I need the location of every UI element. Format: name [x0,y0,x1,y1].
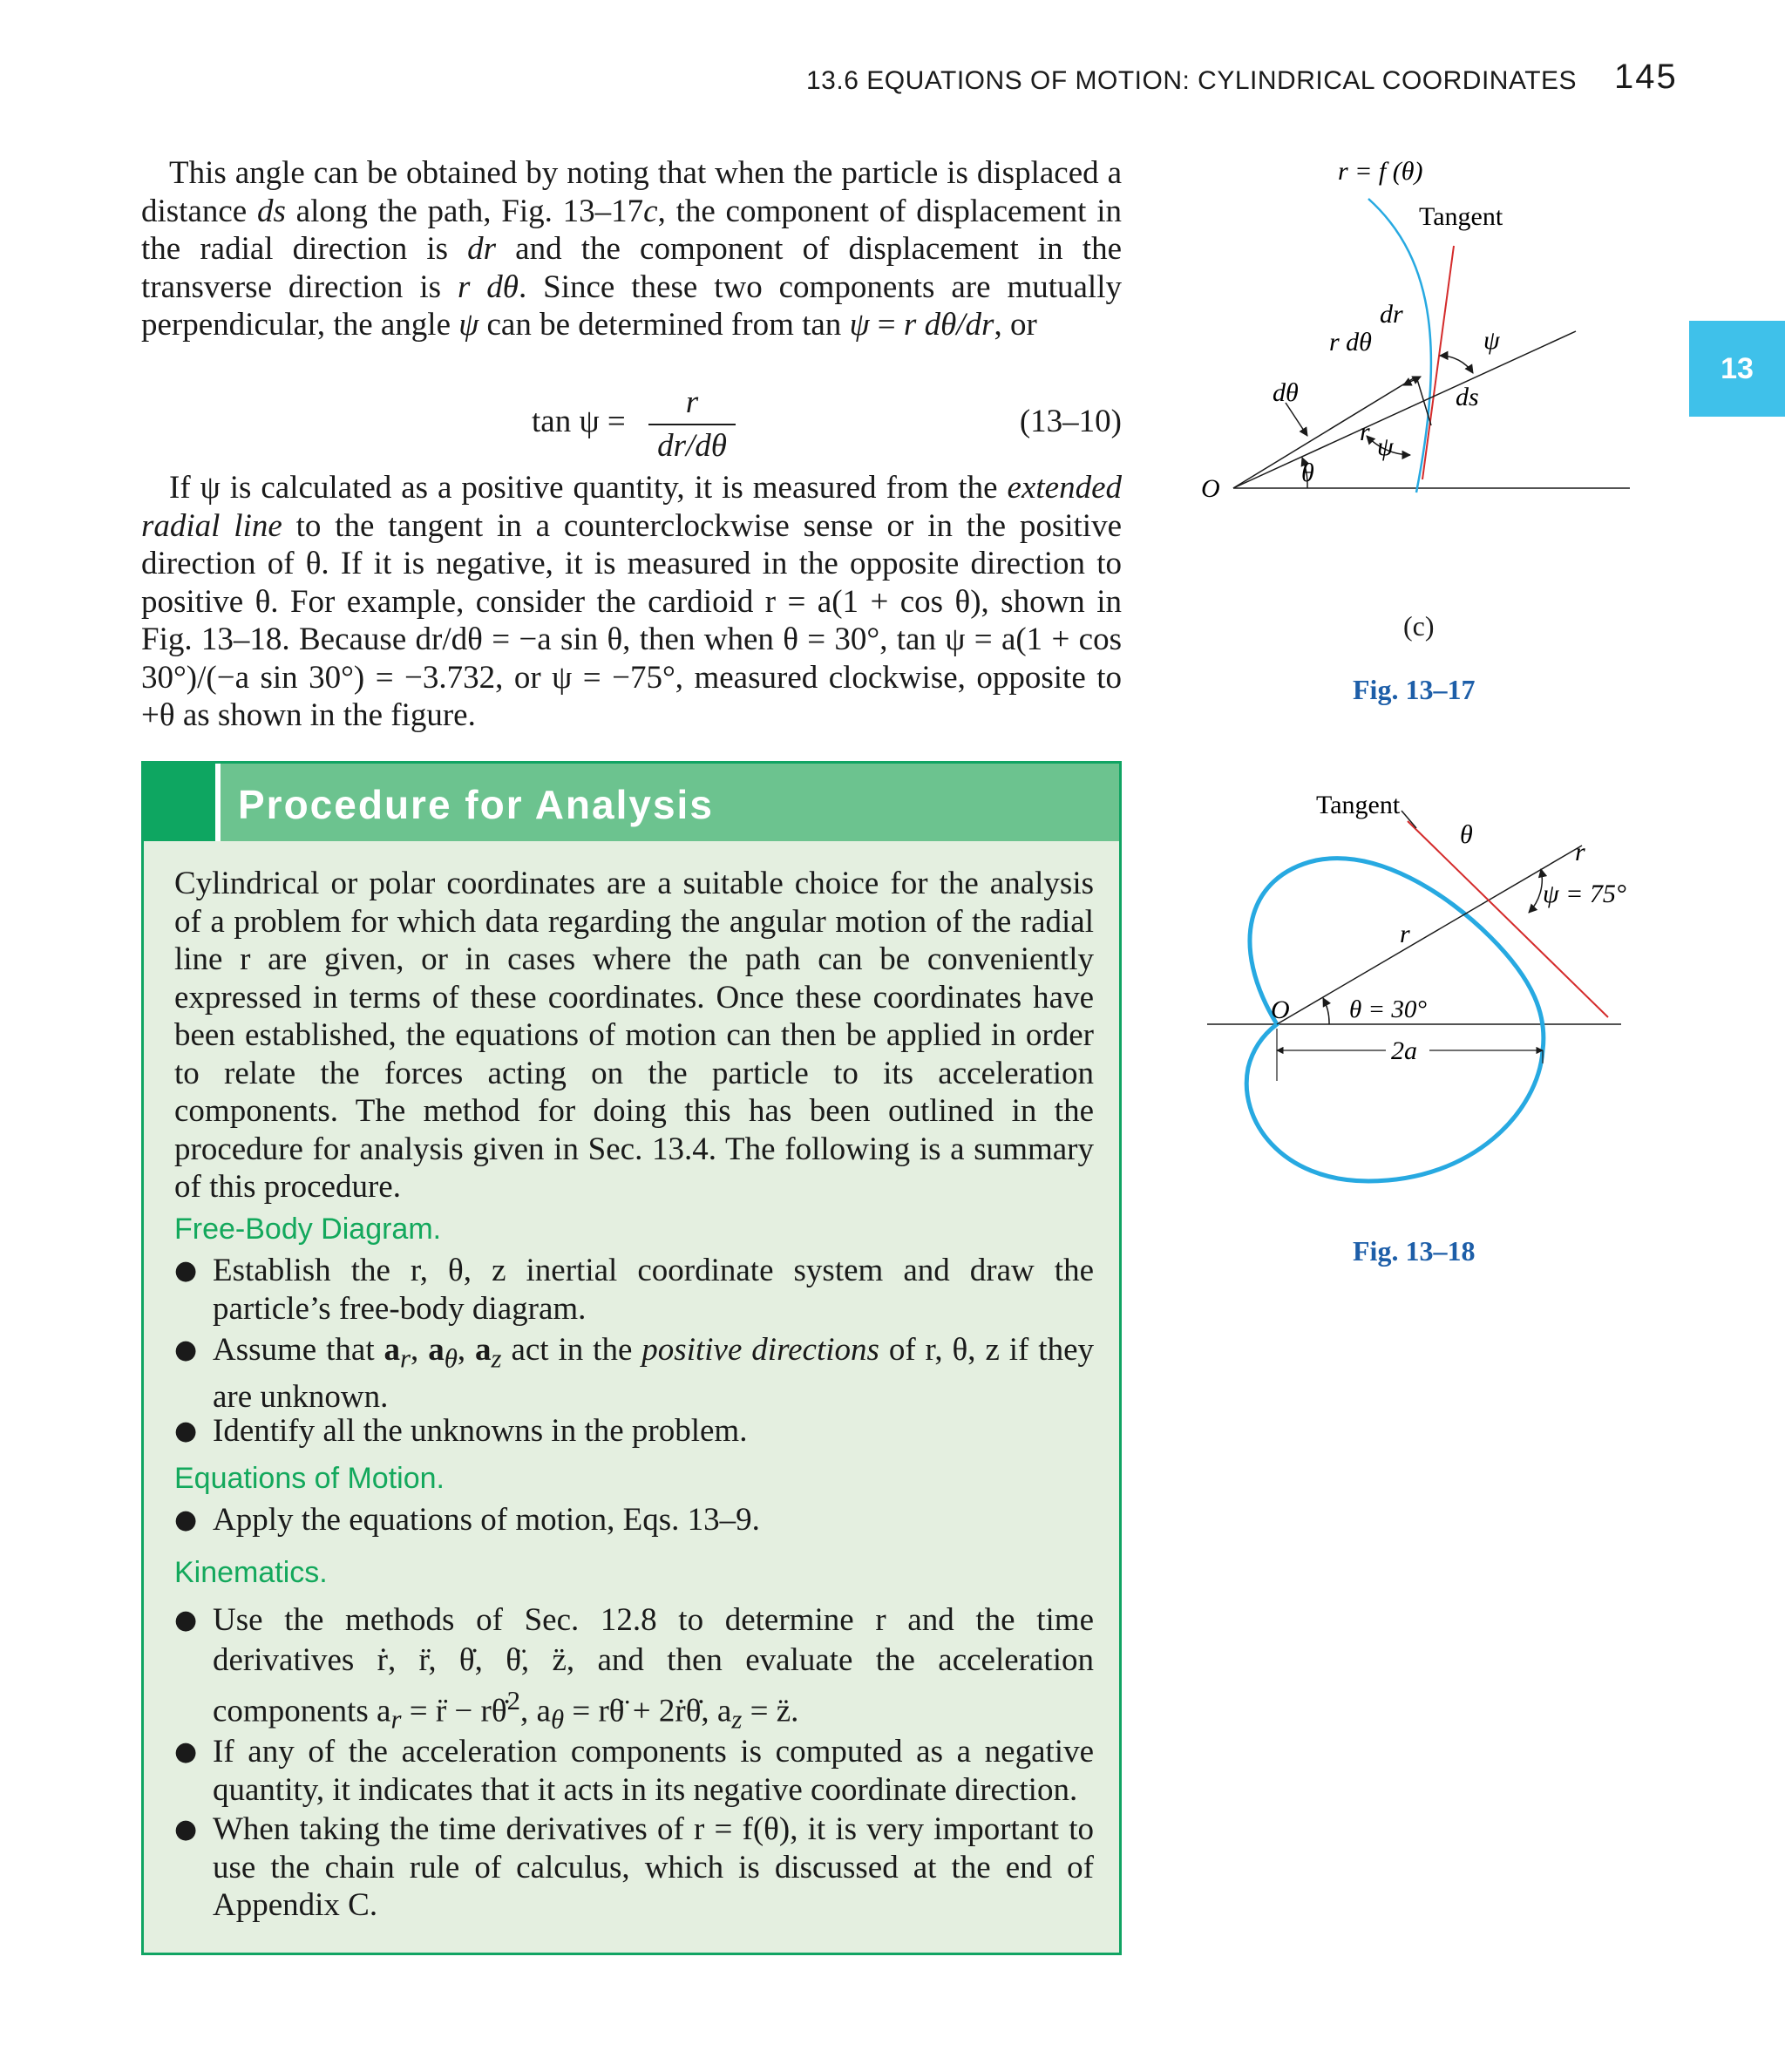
equation-number: (13–10) [1019,404,1122,439]
figure-13-18 [1194,789,1639,1207]
tangent-label: Tangent [1419,202,1503,231]
list-item: ● Establish the r, θ, z inertial coordinate system and draw the particle’s free-body diagram. [174,1253,1094,1327]
equation-lhs: tan ψ = [532,404,626,439]
bullet-icon: ● [174,1814,198,1844]
tangent-line [1422,246,1454,479]
bullet-icon: ● [174,1255,198,1286]
equations-of-motion-heading: Equations of Motion. [174,1462,445,1495]
equation-13-10 [141,384,1122,471]
bullet-icon: ● [174,1605,198,1635]
ds-label: ds [1456,383,1479,411]
bullet-icon: ● [174,1335,198,1365]
procedure-intro: Cylindrical or polar coordinates are a suitable choice for the analysis of a problem for which data regarding the angular motion of the radial line r are given, or in cases where the path can be conveniently expressed in terms of these coordinates. Once these coordinates have been established, the equations of motion can then be applied in order to relate the forces acting on the particle to its acceleration components. The method for doing this has been outlined in the procedure for analysis given in Sec. 13.4. The following is a summary of this procedure. [174,866,1094,1205]
list-item: ● Identify all the unknowns in the problem. [174,1413,748,1449]
paragraph-cardioid: If ψ is calculated as a positive quantity, it is measured from the extended radial line to the tangent in a counterclockwise sense or in the positive direction of θ. If it is negative, it is measured in the opposite direction to positive θ. For example, consider the cardioid r = a(1 + cos θ), shown in Fig. 13–18. Because dr/dθ = −a sin θ, then when θ = 30°, tan ψ = a(1 + cos 30°)/(−a sin 30°) = −3.732, or ψ = −75°, measured clockwise, opposite to +θ as shown in the figure. [141,470,1122,733]
figure-13-17 [1177,148,1647,549]
curve-label: r = f (θ) [1338,157,1423,186]
procedure-header [144,764,1119,841]
procedure-stripe [144,764,215,841]
section-title: 13.6 EQUATIONS OF MOTION: CYLINDRICAL COORDINATES [806,66,1578,95]
bullet-icon: ● [174,1736,198,1767]
r-top-label: r [1575,838,1585,866]
theta-label: θ [1301,459,1314,487]
procedure-box [141,761,1122,1955]
r-mid-label: r [1400,920,1410,948]
chapter-tab[interactable]: 13 [1689,321,1785,417]
page-number: 145 [1614,58,1678,96]
theta-top-label: θ [1460,820,1473,849]
kinematics-heading: Kinematics. [174,1556,328,1589]
equation-numerator: r [685,384,699,420]
origin-label: O [1201,474,1220,503]
dtheta-arrow [1286,403,1307,436]
paragraph-intro: This angle can be obtained by noting that when the particle is displaced a distance ds along the path, Fig. 13–17c, the component of displacement in the radial direction is dr and the component of displacement in the transverse direction is r dθ. Since these two components are mutually perpendicular, the angle ψ can be determined from tan ψ = r dθ/dr, or [141,155,1122,343]
fig-13-17-sublabel: (c) [1403,610,1435,642]
free-body-diagram-heading: Free-Body Diagram. [174,1213,442,1246]
radial-line [1233,331,1576,488]
list-item: ● When taking the time derivatives of r = f(θ), it is very important to use the chain rule of calculus, which is discussed at the end of Appendix C. [174,1811,1094,1923]
theta-angle-label: θ = 30° [1349,995,1427,1023]
tangent-leader [1402,811,1416,828]
list-item: ● Use the methods of Sec. 12.8 to determine r and the time derivatives ṙ, r̈, θ̇, θ̈, z̈, and then evaluate the acceleration components $a_r$ = r̈ − rθ̇$^2$, $a_\theta$ = rθ̈ + 2ṙθ̇, $a_z$ = z̈. [174,1602,1094,1735]
theta-arc [1323,998,1329,1024]
r-label: r [1360,418,1370,446]
rdtheta-label: r dθ [1329,328,1372,357]
dr-label: dr [1380,300,1403,329]
bullet-icon: ● [174,1416,198,1446]
list-item: ● Assume that $a_r$, $a_\theta$, $a_z$ act in the positive directions of r, θ, z if they are unknown. [174,1332,1094,1415]
tangent-label: Tangent [1316,791,1401,819]
psi-angle-label: ψ = 75° [1543,880,1626,908]
fraction-bar [648,424,736,425]
bullet-icon: ● [174,1505,198,1535]
procedure-title: Procedure for Analysis [238,782,714,827]
dtheta-label: dθ [1273,378,1299,407]
origin-label: O [1271,995,1290,1024]
list-item: ● If any of the acceleration components is computed as a negative quantity, it indicates that it acts in its negative coordinate direction. [174,1734,1094,1808]
equation-denominator: dr/dθ [657,428,727,464]
psi-label-bottom: ψ [1377,432,1394,461]
two-a-label: 2a [1391,1036,1417,1065]
fig-13-17-caption: Fig. 13–17 [1353,674,1476,705]
list-item: ● Apply the equations of motion, Eqs. 13–9. [174,1502,760,1538]
fig-13-18-caption: Fig. 13–18 [1353,1235,1476,1267]
psi-arc-top [1440,356,1473,373]
equation-fraction [648,384,736,465]
psi-label-top: ψ [1483,326,1500,355]
